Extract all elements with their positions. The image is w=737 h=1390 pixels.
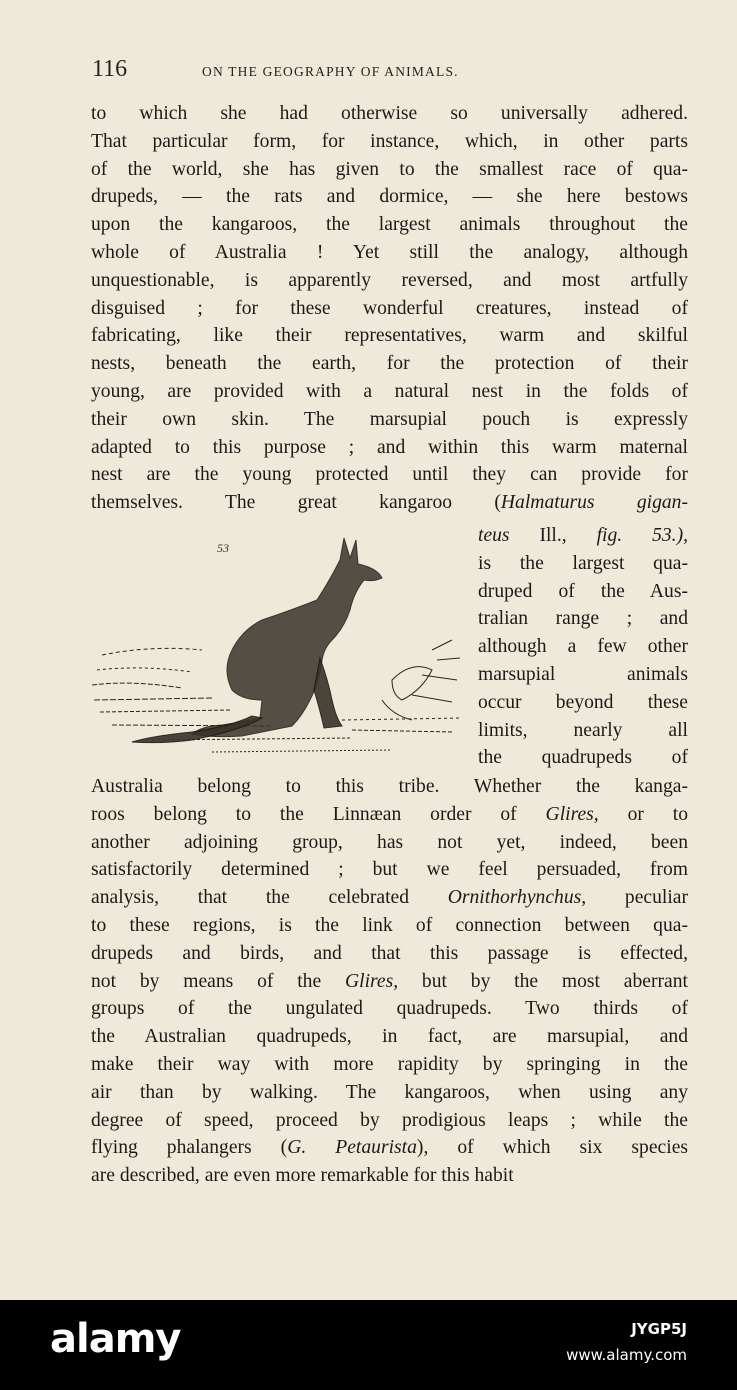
text-line: is the largest qua-: [478, 552, 688, 574]
text-line: [91, 801, 688, 829]
italic-term: Glires,: [344, 970, 399, 992]
kangaroo-figure: [92, 530, 464, 775]
text-line: upon the kangaroos, the largest animals throughout the: [91, 214, 688, 236]
text-segment: or to: [598, 803, 688, 825]
page-header: [92, 56, 687, 86]
text-line: That particular form, for instance, which, in other parts: [91, 130, 688, 152]
text-line: disguised ; for these wonderful creatures, instead of: [91, 297, 688, 319]
kangaroo-engraving: [92, 530, 464, 775]
text-line: to which she had otherwise so universally adhered.: [91, 103, 688, 124]
text-line: occur beyond these: [478, 691, 688, 713]
italic-species-name: G. Petaurista: [287, 1137, 417, 1159]
text-line: limits, nearly all: [478, 719, 688, 741]
text-segment: not by means of the: [91, 970, 345, 992]
text-line: [91, 968, 688, 996]
text-line: nests, beneath the earth, for the protection of their: [91, 353, 688, 375]
text-line: fabricating, like their representatives, warm and skilful: [91, 325, 688, 347]
text-line: whole of Australia ! Yet still the analogy, although: [91, 241, 688, 263]
text-line: satisfactorily determined ; but we feel persuaded, from: [91, 859, 688, 881]
bottom-paragraph: [91, 773, 688, 1190]
text-segment: ), of which six species: [416, 1137, 689, 1159]
text-line: drupeds and birds, and that this passage is effected,: [91, 942, 688, 964]
running-head: ON THE GEOGRAPHY OF ANIMALS.: [202, 64, 459, 79]
italic-species-name: Halmaturus gigan-: [500, 492, 688, 514]
text-segment: themselves. The great kangaroo (: [91, 492, 501, 514]
top-paragraph: [91, 100, 688, 517]
text-segment: but by the most aberrant: [398, 970, 688, 992]
site-url: www.alamy.com: [566, 1346, 687, 1364]
alamy-logo: alamy: [50, 1316, 181, 1362]
text-segment: analysis, that the celebrated: [91, 887, 448, 909]
text-line: although a few other: [478, 636, 688, 658]
text-line: their own skin. The marsupial pouch is expressly: [91, 408, 688, 430]
text-segment: flying phalangers (: [91, 1137, 288, 1159]
text-line: adapted to this purpose ; and within this warm maternal: [91, 436, 688, 458]
text-segment: roos belong to the Linnæan order of: [91, 803, 546, 825]
text-line: air than by walking. The kangaroos, when using any: [91, 1081, 688, 1103]
image-id: JYGP5J: [631, 1320, 687, 1338]
italic-term: Glires,: [545, 803, 599, 825]
text-line: Australia belong to this tribe. Whether the kanga-: [91, 776, 688, 797]
text-line: [91, 489, 688, 517]
text-line: [478, 522, 688, 550]
text-line: degree of speed, proceed by prodigious leaps ; while the: [91, 1109, 688, 1131]
text-segment: peculiar: [586, 887, 688, 909]
figure-number: 53: [217, 541, 229, 555]
page-number: 116: [92, 56, 128, 82]
text-line: young, are provided with a natural nest in the folds of: [91, 380, 688, 402]
wrapped-paragraph: [478, 522, 688, 772]
text-line: the quadrupeds of: [478, 747, 688, 769]
figure-reference: fig. 53.),: [596, 525, 688, 546]
text-line: marsupial animals: [478, 663, 688, 685]
text-line: tralian range ; and: [478, 608, 688, 630]
text-line: make their way with more rapidity by springing in the: [91, 1053, 688, 1075]
text-line: drupeds, — the rats and dormice, — she here bestows: [91, 186, 688, 208]
text-line: nest are the young protected until they can provide for: [91, 464, 688, 486]
text-line: druped of the Aus-: [478, 580, 688, 602]
text-line: are described, are even more remarkable for this habit: [91, 1165, 514, 1187]
italic-species-name: teus: [478, 525, 510, 546]
text-line: to these regions, is the link of connection between qua-: [91, 914, 688, 936]
text-line: unquestionable, is apparently reversed, and most artfully: [91, 269, 688, 291]
text-segment: Ill.,: [509, 525, 597, 546]
text-line: the Australian quadrupeds, in fact, are marsupial, and: [91, 1026, 688, 1048]
text-line: groups of the ungulated quadrupeds. Two thirds of: [91, 998, 688, 1020]
text-line: [91, 884, 688, 912]
text-line: [91, 1134, 688, 1162]
text-line: another adjoining group, has not yet, indeed, been: [91, 831, 688, 853]
italic-term: Ornithorhynchus,: [447, 887, 587, 909]
text-line: of the world, she has given to the smallest race of qua-: [91, 158, 688, 180]
